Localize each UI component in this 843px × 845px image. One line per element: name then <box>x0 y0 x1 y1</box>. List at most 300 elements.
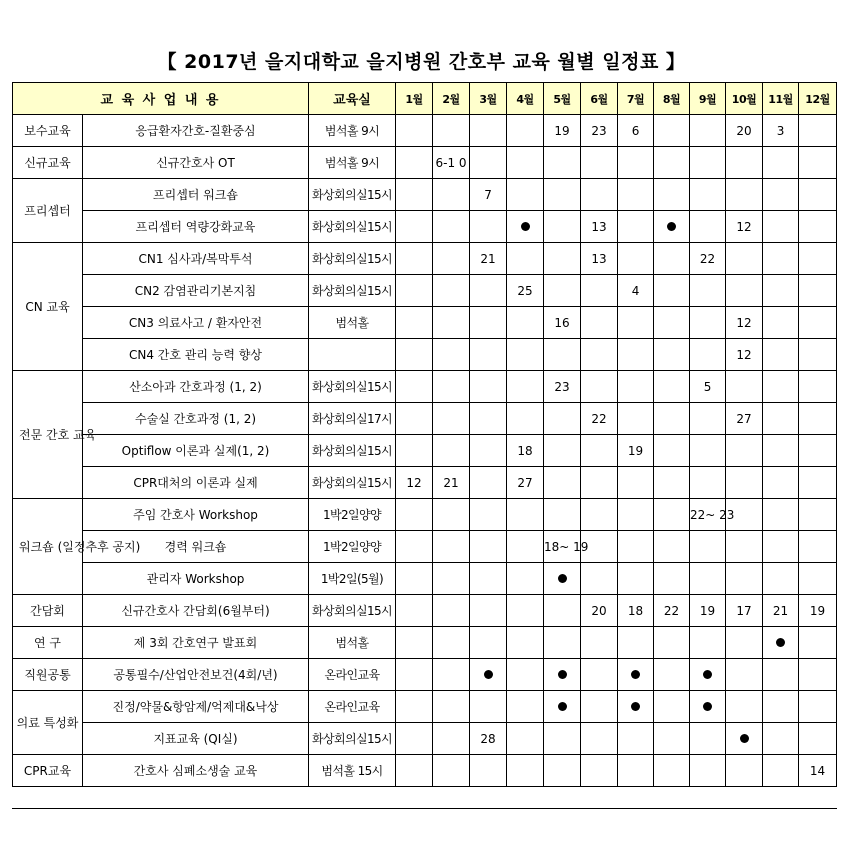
month-cell <box>433 435 470 467</box>
location-cell: 온라인교육 <box>309 691 396 723</box>
month-cell <box>544 275 581 307</box>
header-month: 8월 <box>654 83 690 115</box>
bottom-rule <box>12 808 837 809</box>
month-cell <box>396 403 433 435</box>
location-cell: 화상회의실15시 <box>309 179 396 211</box>
scheduled-dot-icon <box>631 670 640 679</box>
month-cell <box>433 243 470 275</box>
category-cell: 연 구 <box>13 627 83 659</box>
month-cell: 16 <box>544 307 581 339</box>
month-cell <box>396 755 433 787</box>
month-cell <box>470 755 507 787</box>
month-cell <box>470 371 507 403</box>
location-cell: 화상회의실15시 <box>309 723 396 755</box>
month-cell <box>726 179 763 211</box>
month-cell <box>581 691 618 723</box>
month-cell <box>726 147 763 179</box>
month-cell <box>507 691 544 723</box>
month-cell <box>618 627 654 659</box>
month-cell <box>581 723 618 755</box>
month-cell <box>618 307 654 339</box>
table-row <box>13 243 837 275</box>
month-cell <box>544 659 581 691</box>
location-cell: 범석홀 <box>309 307 396 339</box>
month-cell: 5 <box>690 371 726 403</box>
month-cell <box>507 755 544 787</box>
month-cell <box>507 499 544 531</box>
month-cell <box>690 307 726 339</box>
table-row <box>13 435 837 467</box>
month-cell <box>433 339 470 371</box>
month-cell <box>799 371 837 403</box>
month-cell <box>396 595 433 627</box>
month-cell <box>433 755 470 787</box>
month-cell: 20 <box>581 595 618 627</box>
header-month: 10월 <box>726 83 763 115</box>
table-row <box>13 595 837 627</box>
month-cell <box>763 467 799 499</box>
location-cell: 화상회의실17시 <box>309 403 396 435</box>
course-cell: 주임 간호사 Workshop <box>83 499 309 531</box>
month-cell <box>581 435 618 467</box>
month-cell <box>763 211 799 243</box>
course-cell: 응급환자간호-질환중심 <box>83 115 309 147</box>
month-cell: 6-1 0 <box>433 147 470 179</box>
month-cell <box>654 659 690 691</box>
month-cell: 17 <box>726 595 763 627</box>
month-cell <box>507 179 544 211</box>
month-cell <box>433 275 470 307</box>
month-cell <box>618 339 654 371</box>
header-month: 12월 <box>799 83 837 115</box>
month-cell <box>654 723 690 755</box>
month-cell <box>690 403 726 435</box>
scheduled-dot-icon <box>740 734 749 743</box>
month-cell <box>726 691 763 723</box>
month-cell <box>799 179 837 211</box>
month-cell <box>470 339 507 371</box>
month-cell: 19 <box>690 595 726 627</box>
month-cell: 23 <box>581 115 618 147</box>
table-row <box>13 627 837 659</box>
month-cell <box>799 243 837 275</box>
month-cell <box>433 115 470 147</box>
month-cell <box>396 147 433 179</box>
month-cell <box>470 467 507 499</box>
location-cell: 화상회의실15시 <box>309 275 396 307</box>
month-cell <box>654 339 690 371</box>
month-cell <box>690 147 726 179</box>
month-cell <box>654 147 690 179</box>
category-cell: 전문 간호 교육 <box>13 371 83 499</box>
month-cell: 25 <box>507 275 544 307</box>
month-cell: 14 <box>799 755 837 787</box>
month-cell: 22 <box>654 595 690 627</box>
header-month: 5월 <box>544 83 581 115</box>
month-cell <box>433 531 470 563</box>
month-cell: 12 <box>396 467 433 499</box>
table-row <box>13 115 837 147</box>
month-cell <box>507 403 544 435</box>
month-cell <box>396 531 433 563</box>
month-cell <box>470 659 507 691</box>
category-cell: 워크숍 (일정추후 공지) <box>13 499 83 595</box>
month-cell: 20 <box>726 115 763 147</box>
month-cell <box>726 627 763 659</box>
month-cell <box>396 499 433 531</box>
month-cell <box>470 403 507 435</box>
month-cell: 22~ 23 <box>690 499 726 531</box>
month-cell <box>726 755 763 787</box>
month-cell <box>396 723 433 755</box>
table-row <box>13 179 837 211</box>
month-cell: 21 <box>433 467 470 499</box>
month-cell <box>544 339 581 371</box>
month-cell <box>618 659 654 691</box>
course-cell: Optiflow 이론과 실제(1, 2) <box>83 435 309 467</box>
location-cell: 화상회의실15시 <box>309 211 396 243</box>
month-cell <box>581 179 618 211</box>
month-cell <box>544 499 581 531</box>
month-cell <box>544 467 581 499</box>
month-cell <box>690 563 726 595</box>
month-cell <box>763 339 799 371</box>
month-cell <box>726 243 763 275</box>
month-cell <box>654 691 690 723</box>
month-cell <box>433 723 470 755</box>
header-month: 11월 <box>763 83 799 115</box>
month-cell <box>654 115 690 147</box>
course-cell: 제 3회 간호연구 발표회 <box>83 627 309 659</box>
month-cell <box>690 211 726 243</box>
month-cell <box>470 435 507 467</box>
scheduled-dot-icon <box>703 702 712 711</box>
month-cell <box>581 275 618 307</box>
month-cell <box>470 147 507 179</box>
month-cell <box>654 499 690 531</box>
month-cell <box>581 755 618 787</box>
month-cell <box>581 659 618 691</box>
month-cell <box>581 307 618 339</box>
month-cell <box>618 403 654 435</box>
month-cell <box>507 723 544 755</box>
header-month: 2월 <box>433 83 470 115</box>
month-cell <box>618 211 654 243</box>
month-cell <box>507 371 544 403</box>
month-cell <box>763 563 799 595</box>
month-cell <box>544 243 581 275</box>
month-cell: 27 <box>507 467 544 499</box>
month-cell <box>763 755 799 787</box>
month-cell <box>690 691 726 723</box>
schedule-table <box>12 82 837 787</box>
month-cell <box>799 627 837 659</box>
month-cell: 13 <box>581 243 618 275</box>
month-cell <box>618 723 654 755</box>
month-cell <box>396 179 433 211</box>
month-cell <box>581 467 618 499</box>
month-cell <box>470 595 507 627</box>
header-month: 1월 <box>396 83 433 115</box>
category-cell: CN 교육 <box>13 243 83 371</box>
location-cell: 1박2일양양 <box>309 531 396 563</box>
month-cell <box>544 595 581 627</box>
month-cell <box>618 499 654 531</box>
header-month: 3월 <box>470 83 507 115</box>
category-cell: 의료 특성화 <box>13 691 83 755</box>
month-cell <box>763 499 799 531</box>
header-month: 9월 <box>690 83 726 115</box>
month-cell <box>396 691 433 723</box>
table-row <box>13 211 837 243</box>
scheduled-dot-icon <box>703 670 712 679</box>
course-cell: 관리자 Workshop <box>83 563 309 595</box>
scheduled-dot-icon <box>776 638 785 647</box>
month-cell <box>799 115 837 147</box>
month-cell <box>470 627 507 659</box>
month-cell <box>799 403 837 435</box>
month-cell <box>799 563 837 595</box>
month-cell: 12 <box>726 307 763 339</box>
month-cell <box>726 563 763 595</box>
header-month: 7월 <box>618 83 654 115</box>
table-row <box>13 339 837 371</box>
scheduled-dot-icon <box>521 222 530 231</box>
location-cell: 화상회의실15시 <box>309 435 396 467</box>
month-cell <box>396 243 433 275</box>
location-cell: 범석홀 9시 <box>309 147 396 179</box>
location-cell: 범석홀 <box>309 627 396 659</box>
schedule-body <box>13 115 837 787</box>
month-cell: 18~ 19 <box>544 531 581 563</box>
header-content: 교 육 사 업 내 용 <box>13 83 309 115</box>
month-cell <box>726 435 763 467</box>
month-cell <box>396 339 433 371</box>
month-cell <box>396 275 433 307</box>
month-cell <box>433 659 470 691</box>
month-cell: 19 <box>618 435 654 467</box>
month-cell <box>763 275 799 307</box>
month-cell <box>799 147 837 179</box>
month-cell: 22 <box>581 403 618 435</box>
month-cell <box>396 435 433 467</box>
course-cell: 진정/약물&항암제/억제대&낙상 <box>83 691 309 723</box>
month-cell <box>654 467 690 499</box>
month-cell <box>763 179 799 211</box>
location-cell: 범석홀 9시 <box>309 115 396 147</box>
month-cell <box>544 211 581 243</box>
month-cell <box>396 371 433 403</box>
month-cell <box>654 627 690 659</box>
month-cell <box>726 371 763 403</box>
month-cell <box>654 275 690 307</box>
month-cell: 12 <box>726 339 763 371</box>
month-cell: 27 <box>726 403 763 435</box>
location-cell: 화상회의실15시 <box>309 595 396 627</box>
month-cell: 21 <box>763 595 799 627</box>
month-cell <box>544 147 581 179</box>
location-cell <box>309 339 396 371</box>
month-cell <box>690 115 726 147</box>
month-cell: 19 <box>544 115 581 147</box>
month-cell <box>507 531 544 563</box>
month-cell: 19 <box>799 595 837 627</box>
month-cell: 28 <box>470 723 507 755</box>
month-cell: 21 <box>470 243 507 275</box>
location-cell: 화상회의실15시 <box>309 467 396 499</box>
month-cell <box>507 307 544 339</box>
month-cell <box>654 403 690 435</box>
month-cell <box>507 595 544 627</box>
month-cell <box>433 627 470 659</box>
table-row <box>13 275 837 307</box>
month-cell <box>433 307 470 339</box>
table-row <box>13 371 837 403</box>
month-cell <box>396 659 433 691</box>
month-cell <box>470 115 507 147</box>
category-cell: 프리셉터 <box>13 179 83 243</box>
month-cell <box>726 275 763 307</box>
scheduled-dot-icon <box>484 670 493 679</box>
month-cell <box>544 179 581 211</box>
scheduled-dot-icon <box>558 670 567 679</box>
month-cell <box>799 275 837 307</box>
month-cell <box>654 755 690 787</box>
location-cell: 화상회의실15시 <box>309 243 396 275</box>
month-cell <box>544 691 581 723</box>
month-cell <box>433 211 470 243</box>
month-cell <box>763 403 799 435</box>
month-cell <box>763 531 799 563</box>
month-cell <box>507 659 544 691</box>
month-cell <box>581 371 618 403</box>
page-title: 【 2017년 을지대학교 을지병원 간호부 교육 월별 일정표 】 <box>157 51 686 73</box>
month-cell <box>470 531 507 563</box>
header-row <box>13 83 837 115</box>
month-cell <box>763 627 799 659</box>
category-cell: 간담회 <box>13 595 83 627</box>
month-cell <box>544 627 581 659</box>
month-cell <box>690 179 726 211</box>
course-cell: CN2 감염관리기본지침 <box>83 275 309 307</box>
month-cell <box>763 723 799 755</box>
month-cell <box>654 211 690 243</box>
month-cell <box>544 723 581 755</box>
month-cell <box>507 339 544 371</box>
month-cell <box>763 371 799 403</box>
month-cell <box>690 659 726 691</box>
month-cell: 23 <box>544 371 581 403</box>
month-cell <box>763 435 799 467</box>
table-row <box>13 723 837 755</box>
month-cell: 3 <box>763 115 799 147</box>
month-cell <box>507 563 544 595</box>
month-cell <box>433 563 470 595</box>
month-cell <box>763 691 799 723</box>
month-cell <box>433 499 470 531</box>
course-cell: 산소아과 간호과정 (1, 2) <box>83 371 309 403</box>
month-cell <box>690 435 726 467</box>
month-cell <box>799 211 837 243</box>
month-cell <box>726 467 763 499</box>
month-cell <box>726 659 763 691</box>
month-cell <box>544 563 581 595</box>
month-cell <box>654 179 690 211</box>
table-row <box>13 403 837 435</box>
month-cell: 4 <box>618 275 654 307</box>
course-cell: 지표교육 (QI실) <box>83 723 309 755</box>
month-cell <box>396 307 433 339</box>
scheduled-dot-icon <box>667 222 676 231</box>
course-cell: CN3 의료사고 / 환자안전 <box>83 307 309 339</box>
month-cell <box>654 307 690 339</box>
month-cell <box>433 371 470 403</box>
month-cell <box>507 243 544 275</box>
month-cell <box>690 723 726 755</box>
location-cell: 1박2일(5월) <box>309 563 396 595</box>
month-cell <box>470 499 507 531</box>
month-cell <box>581 339 618 371</box>
month-cell <box>507 115 544 147</box>
month-cell: 18 <box>618 595 654 627</box>
table-row <box>13 755 837 787</box>
location-cell: 1박2일양양 <box>309 499 396 531</box>
course-cell: 신규간호사 간담회(6월부터) <box>83 595 309 627</box>
month-cell <box>726 531 763 563</box>
month-cell <box>396 115 433 147</box>
course-cell: CN4 간호 관리 능력 향상 <box>83 339 309 371</box>
course-cell: CN1 심사과/복막투석 <box>83 243 309 275</box>
month-cell <box>654 243 690 275</box>
month-cell <box>726 723 763 755</box>
month-cell <box>581 627 618 659</box>
table-row <box>13 147 837 179</box>
table-row <box>13 691 837 723</box>
month-cell <box>618 147 654 179</box>
table-row <box>13 659 837 691</box>
month-cell <box>470 275 507 307</box>
course-cell: 공통필수/산업안전보건(4회/년) <box>83 659 309 691</box>
month-cell <box>763 659 799 691</box>
month-cell <box>763 307 799 339</box>
scheduled-dot-icon <box>558 574 567 583</box>
month-cell: 7 <box>470 179 507 211</box>
scheduled-dot-icon <box>631 702 640 711</box>
month-cell <box>654 435 690 467</box>
category-cell: 직원공통 <box>13 659 83 691</box>
month-cell <box>544 435 581 467</box>
course-cell: 수술실 간호과정 (1, 2) <box>83 403 309 435</box>
table-row <box>13 467 837 499</box>
course-cell: 프리셉터 역량강화교육 <box>83 211 309 243</box>
month-cell <box>544 755 581 787</box>
month-cell <box>690 531 726 563</box>
header-month: 6월 <box>581 83 618 115</box>
month-cell <box>799 339 837 371</box>
month-cell <box>618 371 654 403</box>
course-cell: 간호사 심폐소생술 교육 <box>83 755 309 787</box>
month-cell <box>470 211 507 243</box>
month-cell <box>690 467 726 499</box>
month-cell <box>507 147 544 179</box>
month-cell <box>799 723 837 755</box>
month-cell <box>544 403 581 435</box>
month-cell <box>396 211 433 243</box>
location-cell: 온라인교육 <box>309 659 396 691</box>
category-cell: CPR교육 <box>13 755 83 787</box>
month-cell <box>470 691 507 723</box>
month-cell <box>690 627 726 659</box>
